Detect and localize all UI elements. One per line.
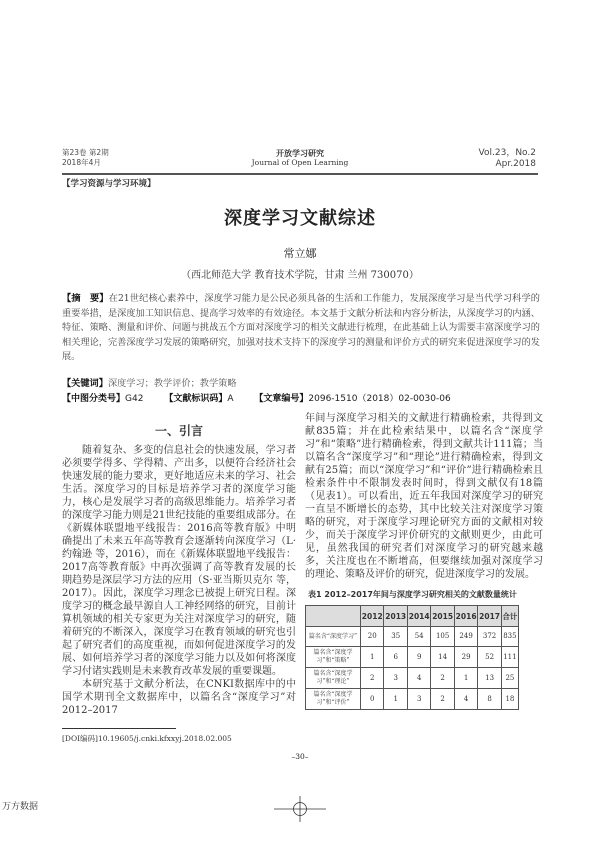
row-label: 篇名含“深度学习” xyxy=(306,627,361,647)
row-label: 篇名含“深度学习”和“评价” xyxy=(306,689,361,710)
section-tag: 【学习资源与学习环境】 xyxy=(62,179,156,189)
table-row xyxy=(306,668,519,689)
watermark: 万方数据 xyxy=(2,802,39,812)
table-cell: 3 xyxy=(407,689,430,710)
table-cell: 372 xyxy=(478,627,501,647)
table-cell: 1 xyxy=(361,647,384,668)
table-header: 2017 xyxy=(478,606,501,627)
footnote-rule xyxy=(62,728,176,729)
article-title: 深度学习文献综述 xyxy=(224,208,376,229)
table-header: 2015 xyxy=(431,606,454,627)
table-cell: 8 xyxy=(478,689,501,710)
table-cell: 2 xyxy=(361,668,384,689)
table-cell: 35 xyxy=(384,627,407,647)
literature-count-table xyxy=(305,605,519,710)
classification xyxy=(62,391,451,404)
paragraph: 年间与深度学习相关的文献进行精确检索，共得到文献835篇；并在此检索结果中，以篇名含“深度学习”和“策略”进行精确检索，得到文献共计111篇；当以篇名含“深度学习”和“理论”进行精确检索，得到文献有25篇；而以“深度学习”和“评价”进行精确检索且检索条件中不限制发表时间时，得到文献仅有18篇（见表1）。可以看出，近五年我国对深度学习的研究一直呈不断增长的态势，其中比较关注对深度学习策略的研究，对于深度学习理论研究方面的文献相对较少，而关于深度学习评价研究的文献则更少，由此可见，虽然我国的研究者们对深度学习的研究越来越多，关注度也在不断增高，但要继续加强对深度学习的理论、策略及评价的研究，促进深度学习的发展。 xyxy=(305,413,543,580)
header-journal xyxy=(200,148,400,168)
affiliation: （西北师范大学 教育技术学院，甘肃 兰州 730070） xyxy=(181,270,419,281)
header-rule xyxy=(62,173,538,175)
table-cell: 4 xyxy=(407,668,430,689)
volume-issue-cn: 第23卷 第2期 xyxy=(62,148,109,157)
table-cell: 249 xyxy=(454,627,477,647)
abstract xyxy=(62,292,540,365)
keywords-text: 深度学习；教学评价；教学策略 xyxy=(107,378,237,389)
table-cell: 20 xyxy=(361,627,384,647)
doc-code-label: 【文献标识码】 xyxy=(164,394,228,404)
table-header: 2012 xyxy=(361,606,384,627)
table-cell: 1 xyxy=(384,689,407,710)
row-label: 篇名含“深度学习”和“策略” xyxy=(306,647,361,668)
clc-label: 【中图分类号】 xyxy=(62,394,126,404)
table-cell: 25 xyxy=(501,668,518,689)
table-caption: 表1 2012–2017年间与深度学习研究相关的文献数量统计 xyxy=(308,590,517,599)
paragraph: 随着复杂、多变的信息社会的快速发展，学习者必须要学得多、学得精、产出多，以便符合经济社会快速发展的能力要求，更好地适应未来的学习、社会生活。深度学习的目标是培养学习者的深度学习能力，核心是发展学习者的高级思维能力。培养学习者的深度学习能力则是21世纪技能的重要组成部分。在《新媒体联盟地平线报告：2016高等教育版》中明确提出了未来五年高等教育会逐渐转向深度学习（L·约翰逊 等，2016），而在《新媒体联盟地平线报告：2017高等教育版》中再次强调了高等教育发展的长期趋势是深层学习方法的应用（S·亚当斯贝克尔 等，2017）。因此，深度学习理念已被提上研究日程。深度学习的概念最早源自人工神经网络的研究，目前计算机领域的相关专家更为关注对深度学习的研究，随着研究的不断深入，深度学习在教育领域的研究也引起了研究者们的高度重视，而如何促进深度学习的发展、如何培养学习者的深度学习能力以及如何将深度学习付诸实践则是未来教育改革发展的重要课题。 xyxy=(62,445,296,677)
page-number: –30– xyxy=(291,752,309,761)
abstract-text: 在21世纪核心素养中，深度学习能力是公民必须具备的生活和工作能力，发展深度学习是当代学习科学的重要举措，是深度加工知识信息、提高学习效率的有效途径。本文基于文献分析法和内容分析法，从深度学习的内涵、特征、策略、测量和评价、问题与挑战五个方面对深度学习的相关文献进行梳理，在此基础上认为需要丰富深度学习的相关理论，完善深度学习发展的策略研究，加强对技术支持下的深度学习的测量和评价方式的研究来促进深度学习的发展。 xyxy=(62,293,540,362)
table-cell: 14 xyxy=(431,647,454,668)
table-header: 2016 xyxy=(454,606,477,627)
doc-code-value: A xyxy=(227,394,234,404)
section-heading: 一、引言 xyxy=(154,424,203,438)
table-row xyxy=(306,689,519,710)
volume-issue-en: Vol.23，No.2 xyxy=(478,148,536,158)
clc-value: G42 xyxy=(125,394,144,404)
journal-name-cn: 开放学习研究 xyxy=(276,148,324,158)
article-number-value: 2096-1510（2018）02-0030-06 xyxy=(308,394,451,404)
table-cell: 18 xyxy=(501,689,518,710)
table-cell: 3 xyxy=(384,668,407,689)
table-header: 2013 xyxy=(384,606,407,627)
table-header: 合计 xyxy=(501,606,518,627)
table-header xyxy=(306,606,361,627)
date-cn: 2018年4月 xyxy=(62,158,101,167)
doi-footnote: [DOI编码]10.19605/j.cnki.kfxxyj.2018.02.005 xyxy=(62,734,232,743)
row-label: 篇名含“深度学习”和“理论” xyxy=(306,668,361,689)
table-cell: 29 xyxy=(454,647,477,668)
table-row xyxy=(306,647,519,668)
table-cell: 54 xyxy=(407,627,430,647)
table-cell: 105 xyxy=(431,627,454,647)
table-row xyxy=(306,627,519,647)
abstract-label: 【摘 要】 xyxy=(62,293,109,304)
article-number-label: 【文章编号】 xyxy=(254,394,309,404)
table-cell: 4 xyxy=(454,689,477,710)
table-cell: 1 xyxy=(454,668,477,689)
journal-name-en: Journal of Open Learning xyxy=(251,158,349,167)
table-header-row xyxy=(306,606,519,627)
table-cell: 2 xyxy=(431,668,454,689)
table-cell: 835 xyxy=(501,627,518,647)
table-cell: 0 xyxy=(361,689,384,710)
table-cell: 9 xyxy=(407,647,430,668)
keywords xyxy=(62,375,237,389)
registration-mark-icon xyxy=(274,795,326,823)
right-column xyxy=(305,412,543,710)
table-cell: 52 xyxy=(478,647,501,668)
keywords-label: 【关键词】 xyxy=(62,378,108,389)
table-cell: 111 xyxy=(501,647,518,668)
table-cell: 13 xyxy=(478,668,501,689)
table-cell: 2 xyxy=(431,689,454,710)
table-cell: 6 xyxy=(384,647,407,668)
header-volume-cn xyxy=(62,148,109,168)
header-volume-en xyxy=(479,148,536,169)
author: 常立娜 xyxy=(283,247,317,260)
table-header: 2014 xyxy=(407,606,430,627)
date-en: Apr.2018 xyxy=(495,158,536,169)
left-column xyxy=(62,422,296,717)
paragraph: 本研究基于文献分析法，在CNKI数据库中的中国学术期刊全文数据库中，以篇名含“深度学习”对2012–2017 xyxy=(62,679,296,716)
